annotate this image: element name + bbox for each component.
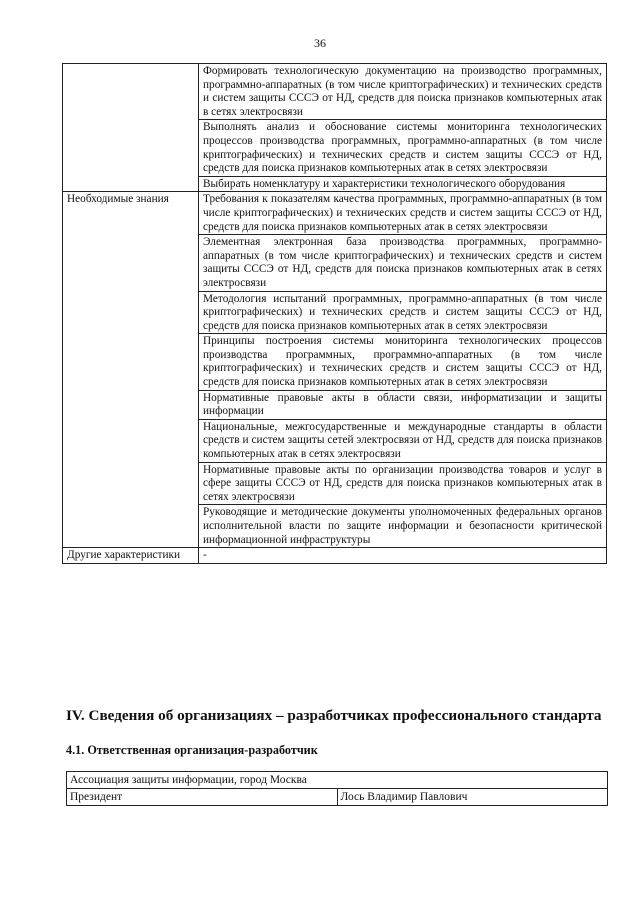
knowledge-item: Элементная электронная база производства программных, программно-аппаратных (в том числе криптографических) и технических средств и систем защиты СССЭ от НД, средств для поиска признаков компьютерных атак в сетях электросвязи [199,235,607,291]
page-number: 36 [314,36,326,50]
subsection-title: 4.1. Ответственная организация-разработчик [66,743,318,757]
knowledge-item: Национальные, межгосударственные и международные стандарты в области средств и систем защиты сетей электросвязи от НД, средств для поиска признаков компьютерных атак в сетях электросвязи [199,419,607,462]
other-characteristics-label: Другие характеристики [63,548,199,564]
organization-position: Президент [67,789,338,806]
knowledge-item: Методология испытаний программных, программно-аппаратных (в том числе криптографических) и технических средств и систем защиты СССЭ от НД, средств для поиска признаков компьютерных атак в сетях электросвязи [199,291,607,334]
skills-label-cell [63,64,199,192]
knowledge-skills-table [62,63,607,564]
skill-item: Выполнять анализ и обоснование системы мониторинга технологических процессов производства программных, программно-аппаратных (в том числе криптографических) и технических средств и систем защиты СССЭ от НД, средств для поиска признаков компьютерных атак в сетях электросвязи [199,120,607,176]
table-row [63,192,607,235]
knowledge-item: Нормативные правовые акты по организации производства товаров и услуг в сфере защиты СССЭ от НД, средств для поиска признаков компьютерных атак в сетях электросвязи [199,462,607,505]
table-row [63,64,607,120]
knowledge-label: Необходимые знания [63,192,199,548]
table-row [63,548,607,564]
skill-item: Формировать технологическую документацию на производство программных, программно-аппаратных (в том числе криптографических) и технических средств и систем защиты СССЭ от НД, средств для поиска признаков компьютерных атак в сетях электросвязи [199,64,607,120]
other-characteristics-value: - [199,548,607,564]
knowledge-item: Требования к показателям качества программных, программно-аппаратных (в том числе криптографических) и технических средств и систем защиты СССЭ от НД, средств для поиска признаков компьютерных атак в сетях электросвязи [199,192,607,235]
table-row [67,789,608,806]
knowledge-item: Руководящие и методические документы уполномоченных федеральных органов исполнительной власти по защите информации и безопасности критической информационной инфраструктуры [199,505,607,548]
knowledge-item: Нормативные правовые акты в области связи, информатизации и защиты информации [199,390,607,419]
organization-person: Лось Владимир Павлович [337,789,608,806]
organization-table [66,771,608,806]
knowledge-item: Принципы построения системы мониторинга технологических процессов производства программных, программно-аппаратных (в том числе криптографических) и технических средств и систем защиты СССЭ от НД, средств для поиска признаков компьютерных атак в сетях электросвязи [199,334,607,390]
skill-item: Выбирать номенклатуру и характеристики технологического оборудования [199,176,607,192]
section-title: IV. Сведения об организациях – разработчиках профессионального стандарта [66,707,602,724]
table-row [67,772,608,789]
organization-name: Ассоциация защиты информации, город Москва [67,772,608,789]
